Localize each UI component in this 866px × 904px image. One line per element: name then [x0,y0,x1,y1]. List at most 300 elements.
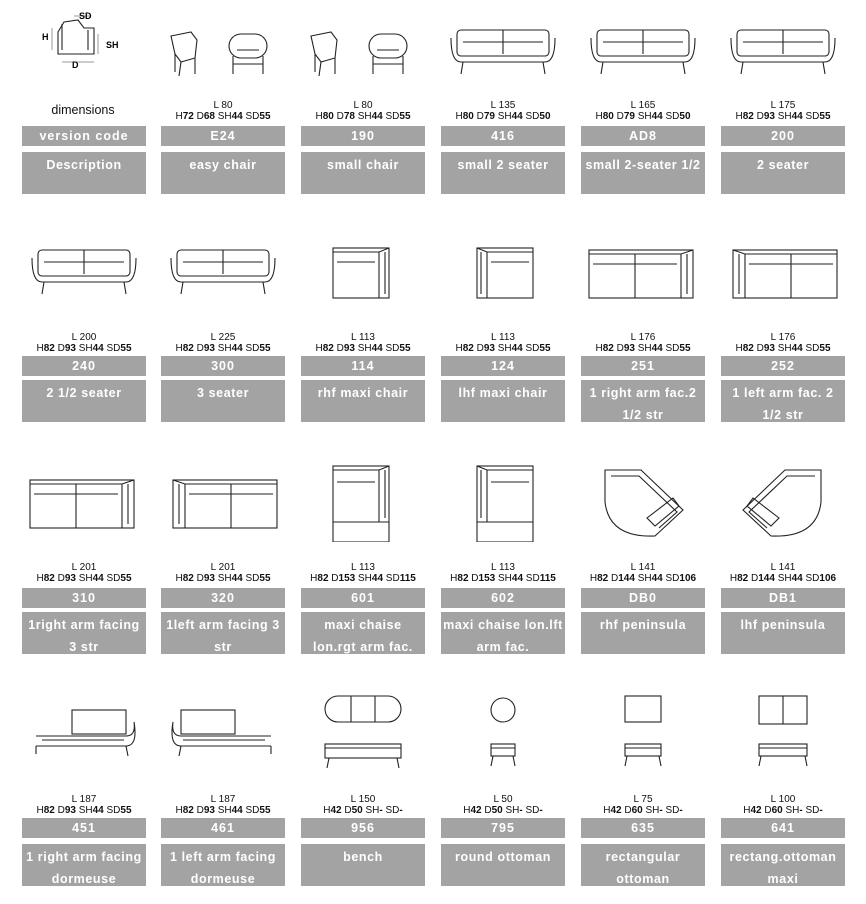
dim-key: D [193,805,204,816]
dim-key: SD [662,805,680,816]
sofa-front-icon [161,232,285,312]
dim-key: D [613,111,624,122]
version-code: 641 [721,818,845,838]
dim-key: SD [242,343,260,354]
dim-value: 78 [343,111,355,122]
dim-value: 82 [602,343,614,354]
product-description: easy chair [161,152,285,194]
length-label: L 113 [491,332,515,343]
dim-value: 144 [618,573,635,584]
dim-key: H [735,343,743,354]
dim-value: 93 [64,343,76,354]
dim-key: SD [523,573,540,584]
dim-key: H [743,805,751,816]
dim-value: 44 [92,343,104,354]
product-description: small 2-seater 1/2 [581,152,705,194]
dim-key: D [54,573,65,584]
dimensions-detail [161,805,285,816]
dimensions-detail [301,573,425,584]
dimensions-detail [441,573,565,584]
peninsula-right-icon [581,462,705,542]
dim-value: 80 [602,111,614,122]
product-description: 2 seater [721,152,845,194]
sofa-top-rhf-icon [581,232,705,312]
dim-key: D [473,343,484,354]
length-label: L 80 [353,100,373,111]
dim-key: H [595,343,603,354]
dim-value: 50 [539,111,551,122]
version-code: 635 [581,818,705,838]
sofa-front-icon [441,12,565,92]
product-description: round ottoman [441,844,565,886]
dim-key: H [589,573,598,584]
dim-key: SH [642,805,660,816]
version-code: 956 [301,818,425,838]
dim-value: 82 [182,343,194,354]
dim-key: D [613,343,624,354]
rect-ottoman-maxi-icon [721,692,845,772]
dim-key: SH [634,111,652,122]
dim-key: H [36,805,44,816]
dim-value: 82 [457,573,469,584]
dim-key: H [463,805,471,816]
dim-key: H [310,573,318,584]
dim-value: 55 [819,343,831,354]
version-code: AD8 [581,126,705,146]
dim-value: 144 [758,573,775,584]
dim-key: SD [382,111,400,122]
dim-key: SH [502,805,520,816]
product-description: 1right arm facing 3 str [22,612,146,654]
length-label: L 80 [213,100,233,111]
dim-key: SH [75,805,93,816]
sofa-top-lhf-icon [161,462,285,542]
length-label: L 113 [351,332,375,343]
dim-key: D [54,343,65,354]
version-code: 124 [441,356,565,376]
dim-value: 44 [791,573,803,584]
dim-value: 82 [742,343,754,354]
dim-value: 82 [462,343,474,354]
dim-value: 50 [491,805,503,816]
round-ottoman-icon [441,692,565,772]
dimensions-label: dimensions [51,103,115,117]
dimensions-detail [721,111,845,122]
legend-diagram [22,10,146,80]
description-label: Description [22,152,146,194]
product-description: rhf peninsula [581,612,705,654]
dim-key: SH [782,805,800,816]
dim-value: 93 [763,111,775,122]
version-code: 240 [22,356,146,376]
dim-value: 93 [763,343,775,354]
dim-value: 55 [259,343,271,354]
dim-key: SD [382,805,400,816]
length-label: L 176 [770,332,796,343]
product-description: 1 right arm fac.2 1/2 str [581,380,705,422]
length-label: L 165 [630,100,656,111]
sofa-front-icon [22,232,146,312]
dim-value: 44 [92,573,104,584]
dim-key: SH [75,573,93,584]
dim-value: 42 [750,805,762,816]
armchair-front-side-icon [301,12,425,92]
length-label: L 175 [770,100,796,111]
dim-value: 44 [511,111,523,122]
dim-key: SD [662,573,680,584]
dim-value: 55 [259,573,271,584]
dim-value: 55 [539,343,551,354]
dim-key: SD [662,111,680,122]
dim-value: 44 [371,111,383,122]
dim-key: D [193,573,204,584]
dim-key: SD [103,343,121,354]
dim-value: 44 [511,343,523,354]
dim-value: 82 [597,573,609,584]
dim-value: 115 [399,573,416,584]
dim-key: SD [103,573,121,584]
dimensions-detail [441,343,565,354]
dimensions-detail [721,573,845,584]
dim-key: H [603,805,611,816]
version-code: 461 [161,818,285,838]
chair-top-rhf-icon [301,232,425,312]
dim-value: 44 [651,573,663,584]
dim-key: SH [354,343,372,354]
legend-sh: SH [106,40,119,50]
dim-key: D [333,343,344,354]
dim-value: - [799,805,803,816]
dimensions-detail [161,111,285,122]
dim-value: 44 [791,343,803,354]
dim-key: H [315,111,323,122]
dim-key: H [455,111,463,122]
sofa-front-icon [581,12,705,92]
dimensions-detail [301,111,425,122]
dim-key: H [729,573,738,584]
sofa-top-lhf-icon [721,232,845,312]
sofa-top-rhf-icon [22,462,146,542]
sofa-front-icon [721,12,845,92]
dimensions-detail [581,805,705,816]
dim-key: D [748,573,759,584]
dim-key: H [595,111,603,122]
dim-key: SD [802,573,820,584]
version-code-label: version code [22,126,146,146]
dim-value: 42 [470,805,482,816]
dim-value: 106 [679,573,697,584]
dimensions-detail [301,805,425,816]
product-description: 1left arm facing 3 str [161,612,285,654]
dim-value: 42 [330,805,342,816]
dim-value: 93 [203,573,215,584]
dormeuse-right-icon [22,692,146,772]
dimensions-detail [721,343,845,354]
dim-value: 82 [182,573,194,584]
dormeuse-right-icon [22,692,146,772]
dim-value: 82 [43,805,55,816]
dim-key: H [175,573,183,584]
dim-key: D [481,805,492,816]
length-label: L 187 [210,794,236,805]
dim-key: SD [802,805,820,816]
rect-ottoman-icon [581,692,705,772]
chaise-top-right-icon [301,462,425,542]
dim-value: 93 [343,343,355,354]
dim-key: SD [242,573,260,584]
dim-value: 55 [259,805,271,816]
dim-key: D [468,573,479,584]
product-description: 3 seater [161,380,285,422]
dim-key: SH [214,805,232,816]
dim-key: SD [522,111,540,122]
dim-value: 55 [679,343,691,354]
dim-key: SH [354,111,372,122]
dim-key: SH [75,343,93,354]
dim-key: D [333,111,344,122]
product-description: rectangular ottoman [581,844,705,886]
round-ottoman-icon [441,692,565,772]
peninsula-right-icon [581,462,705,542]
dim-value: 44 [371,343,383,354]
dim-key: SH [774,573,792,584]
dim-key: SD [103,805,121,816]
version-code: DB1 [721,588,845,608]
dim-key: H [455,343,463,354]
dim-key: H [450,573,458,584]
dim-key: SH [214,343,232,354]
dimensions-detail [161,573,285,584]
dim-value: - [679,805,683,816]
dim-key: D [193,111,204,122]
dim-value: 60 [631,805,643,816]
version-code: 252 [721,356,845,376]
peninsula-left-icon [721,462,845,542]
dim-value: 50 [351,805,363,816]
dim-value: 55 [120,805,132,816]
dim-key: H [175,805,183,816]
chair-top-lhf-icon [441,232,565,312]
length-label: L 150 [350,794,376,805]
dim-value: - [399,805,403,816]
product-description: bench [301,844,425,886]
product-description: 2 1/2 seater [22,380,146,422]
dim-value: 82 [742,111,754,122]
product-description: small chair [301,152,425,194]
dimensions-detail [161,343,285,354]
dim-value: - [659,805,663,816]
dimensions-detail [581,343,705,354]
dim-value: - [379,805,383,816]
chaise-top-left-icon [441,462,565,542]
dim-value: 79 [483,111,495,122]
dimensions-detail [721,805,845,816]
dim-key: SD [242,111,260,122]
sofa-top-lhf-icon [721,232,845,312]
version-code: 451 [22,818,146,838]
length-label: L 225 [210,332,236,343]
product-description: lhf peninsula [721,612,845,654]
dim-value: 55 [819,111,831,122]
dim-value: 106 [819,573,837,584]
dim-value: 55 [120,573,132,584]
length-label: L 135 [490,100,516,111]
dimensions-detail [301,343,425,354]
version-code: 310 [22,588,146,608]
dim-value: 93 [64,573,76,584]
version-code: 114 [301,356,425,376]
rect-ottoman-maxi-icon [721,692,845,772]
product-description: maxi chaise lon.rgt arm fac. [301,612,425,654]
rect-ottoman-icon [581,692,705,772]
product-description: rhf maxi chair [301,380,425,422]
legend-h: H [42,32,49,42]
dim-key: D [54,805,65,816]
sofa-top-rhf-icon [581,232,705,312]
dimensions-detail [22,805,146,816]
dim-value: 55 [399,343,411,354]
dim-value: 82 [322,343,334,354]
length-label: L 201 [71,562,97,573]
version-code: 251 [581,356,705,376]
dim-value: - [539,805,543,816]
dim-key: H [323,805,331,816]
dimensions-detail [581,111,705,122]
version-code: DB0 [581,588,705,608]
armchair-front-side-icon [301,12,425,92]
dim-value: 55 [399,111,411,122]
dim-value: 93 [203,343,215,354]
length-label: L 50 [493,794,513,805]
version-code: 300 [161,356,285,376]
dim-value: 44 [791,111,803,122]
dimensions-detail [441,805,565,816]
version-code: 416 [441,126,565,146]
version-code: E24 [161,126,285,146]
sofa-top-rhf-icon [22,462,146,542]
dim-value: 82 [43,343,55,354]
dim-key: SD [662,343,680,354]
dim-key: D [328,573,339,584]
sofa-top-lhf-icon [161,462,285,542]
dim-key: SD [522,805,540,816]
dim-value: 82 [182,805,194,816]
dim-value: 79 [623,111,635,122]
sofa-front-icon [161,232,285,312]
product-description: maxi chaise lon.lft arm fac. [441,612,565,654]
version-code: 795 [441,818,565,838]
dim-key: SH [494,111,512,122]
dim-value: 44 [231,111,243,122]
dim-key: SH [355,573,372,584]
dim-key: SH [214,111,232,122]
bench-icon [301,692,425,772]
length-label: L 176 [630,332,656,343]
chair-top-rhf-icon [301,232,425,312]
product-description: 1 left arm fac. 2 1/2 str [721,380,845,422]
dim-value: 153 [478,573,496,584]
dim-key: H [315,343,323,354]
dim-value: 44 [231,805,243,816]
dim-key: SH [495,573,512,584]
sofa-front-icon [581,12,705,92]
length-label: L 187 [71,794,97,805]
dim-value: 44 [92,805,104,816]
dim-value: 42 [610,805,622,816]
dim-value: 72 [182,111,194,122]
dim-key: D [621,805,632,816]
product-description: small 2 seater [441,152,565,194]
dim-value: 93 [623,343,635,354]
dim-key: SD [522,343,540,354]
dim-key: D [473,111,484,122]
length-label: L 75 [633,794,653,805]
sofa-front-icon [22,232,146,312]
length-label: L 200 [71,332,97,343]
dim-value: - [519,805,523,816]
dim-value: 55 [120,343,132,354]
chaise-top-right-icon [301,462,425,542]
dim-key: D [193,343,204,354]
dim-value: 44 [231,343,243,354]
dim-key: SD [383,573,400,584]
sofa-front-icon [721,12,845,92]
length-label: L 113 [351,562,375,573]
dimensions-detail [441,111,565,122]
dim-value: 93 [483,343,495,354]
armchair-front-side-icon [161,12,285,92]
dim-value: 44 [651,343,663,354]
dim-key: D [753,343,764,354]
dim-value: 153 [338,573,356,584]
dormeuse-left-icon [161,692,285,772]
dim-key: SD [382,343,400,354]
dim-value: 115 [539,573,556,584]
dim-key: D [608,573,619,584]
dim-key: D [341,805,352,816]
dimension-legend-icon [22,10,146,80]
dim-key: SH [774,343,792,354]
version-code: 602 [441,588,565,608]
dim-value: 50 [679,111,691,122]
version-code: 601 [301,588,425,608]
dim-key: H [175,343,183,354]
dimensions-detail [581,573,705,584]
dim-key: H [735,111,743,122]
dim-key: SH [774,111,792,122]
dim-value: 60 [771,805,783,816]
dim-value: 44 [511,573,524,584]
dim-key: D [761,805,772,816]
dim-key: SH [634,573,652,584]
version-code: 200 [721,126,845,146]
dim-value: 93 [64,805,76,816]
bench-icon [301,692,425,772]
dim-value: 44 [651,111,663,122]
length-label: L 100 [770,794,796,805]
length-label: L 113 [491,562,515,573]
dim-key: SD [802,343,820,354]
dim-value: 80 [322,111,334,122]
dim-key: SH [362,805,380,816]
version-code: 320 [161,588,285,608]
dim-value: 44 [371,573,384,584]
dim-key: H [36,343,44,354]
dim-value: 68 [203,111,215,122]
product-description: lhf maxi chair [441,380,565,422]
dim-key: H [36,573,44,584]
legend-d: D [72,60,79,70]
